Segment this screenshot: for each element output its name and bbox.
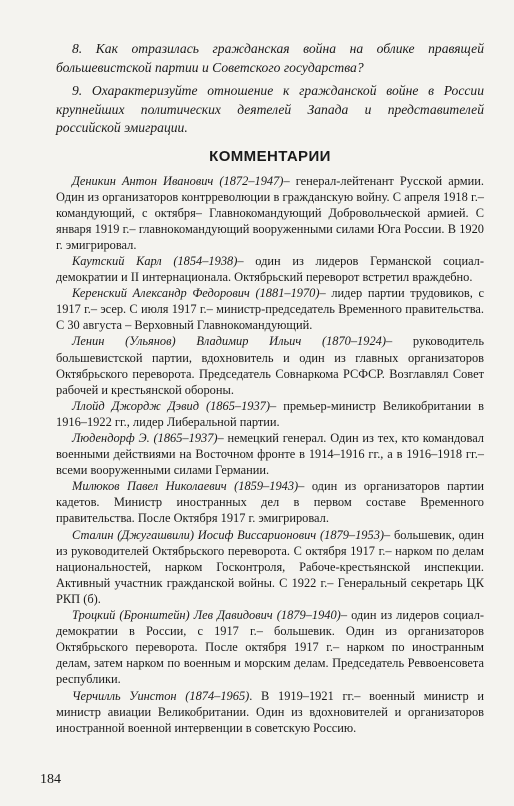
entry-name: Черчилль Уинстон (1874–1965) <box>72 688 250 703</box>
entry-text: – лидер партии трудовиков, с 1917 г.– эсер. С июля 1917 г.– министр-председатель Временного правительства. С 30 августа – Верховный Главнокомандующий. <box>56 286 484 333</box>
page-number: 184 <box>40 772 61 787</box>
comment-entry <box>56 607 484 687</box>
entry-name: Ллойд Джордж Дэвид (1865–1937) <box>72 398 270 413</box>
comment-entry <box>56 333 484 397</box>
entry-name: Милюков Павел Николаевич (1859–1943) <box>72 479 299 494</box>
entry-text: – один из лидеров Германской социал-демократии и II интернационала. Октябрьский переворот встретил враждебно. <box>56 253 484 285</box>
entry-text: – один из организаторов партии кадетов. Министр иностранных дел в первом составе Временного правительства. После Октября 1917 г. эмигрировал. <box>56 479 484 526</box>
comments-list <box>56 173 484 736</box>
entry-name: Троцкий (Бронштейн) Лев Давидович (1879–1940) <box>72 608 341 623</box>
comment-entry <box>56 253 484 285</box>
entry-text: – большевик, один из руководителей Октябрьского переворота. С октября 1917 г.– нарком по делам национальностей, нарком Госконтроля, Рабоче-крестьянской инспекции. Активный участник гражданской войны. С 1922 г.– Генеральный секретарь ЦК РКП (б). <box>56 527 484 606</box>
entry-name: Каутский Карл (1854–1938) <box>72 253 238 268</box>
entry-text: – генерал-лейтенант Русской армии. Один из организаторов контрреволюции в гражданскую войну. С апреля 1918 г.– командующий, с октября– Главнокомандующий Добровольческой армией. С января 1919 г.– главнокомандующий вооруженными силами Юга России. В 1920 г. эмигрировал. <box>56 173 484 252</box>
entry-name: Керенский Александр Федорович (1881–1970) <box>72 286 320 301</box>
comment-entry <box>56 285 484 333</box>
question-9: 9. Охарактеризуйте отношение к гражданской войне в России крупнейших политических деятелей Запада и представителей российской эмиграции. <box>56 83 484 135</box>
entry-text: – премьер-министр Великобритании в 1916–1922 гг., лидер Либеральной партии. <box>56 398 484 429</box>
comment-entry <box>56 478 484 526</box>
comment-entry <box>56 173 484 253</box>
entry-name: Сталин (Джугашвили) Иосиф Виссарионович (1879–1953) <box>72 527 385 542</box>
comment-entry <box>56 398 484 430</box>
entry-name: Деникин Антон Иванович (1872–1947) <box>72 173 284 188</box>
entry-text: – немецкий генерал. Один из тех, кто командовал военными действиями на Восточном фронте в 1914–1916 гг., а в 1916–1918 гг.– всеми вооруженными силами Германии. <box>56 431 484 478</box>
entry-name: Ленин (Ульянов) Владимир Ильич (1870–1924) <box>72 334 386 349</box>
entry-text: – один из лидеров социал-демократии в России, с 1917 г.– большевик. Один из организаторов Октябрьского переворота. После октября 1917 г.– нарком по иностранным делам, затем нарком по военным и морским делам. Председатель Реввоенсовета республики. <box>56 608 484 687</box>
entry-name: Людендорф Э. (1865–1937) <box>72 431 218 445</box>
section-heading: КОММЕНТАРИИ <box>209 147 331 165</box>
comment-entry <box>56 430 484 478</box>
comment-entry <box>56 527 484 607</box>
entry-text: – руководитель большевистской партии, вдохновитель и один из главных организаторов Октябрьского переворота. Председатель Совнаркома РСФСР. Возглавлял Совет рабочей и крестьянской обороны. <box>56 334 484 397</box>
entry-text: . В 1919–1921 гг.– военный министр и министр авиации Великобритании. Один из вдохновителей и организаторов иностранной военной интервенции в советскую Россию. <box>56 688 484 735</box>
comment-entry <box>56 688 484 736</box>
question-8: 8. Как отразилась гражданская война на облике правящей большевистской партии и Советского государства? <box>56 41 484 75</box>
